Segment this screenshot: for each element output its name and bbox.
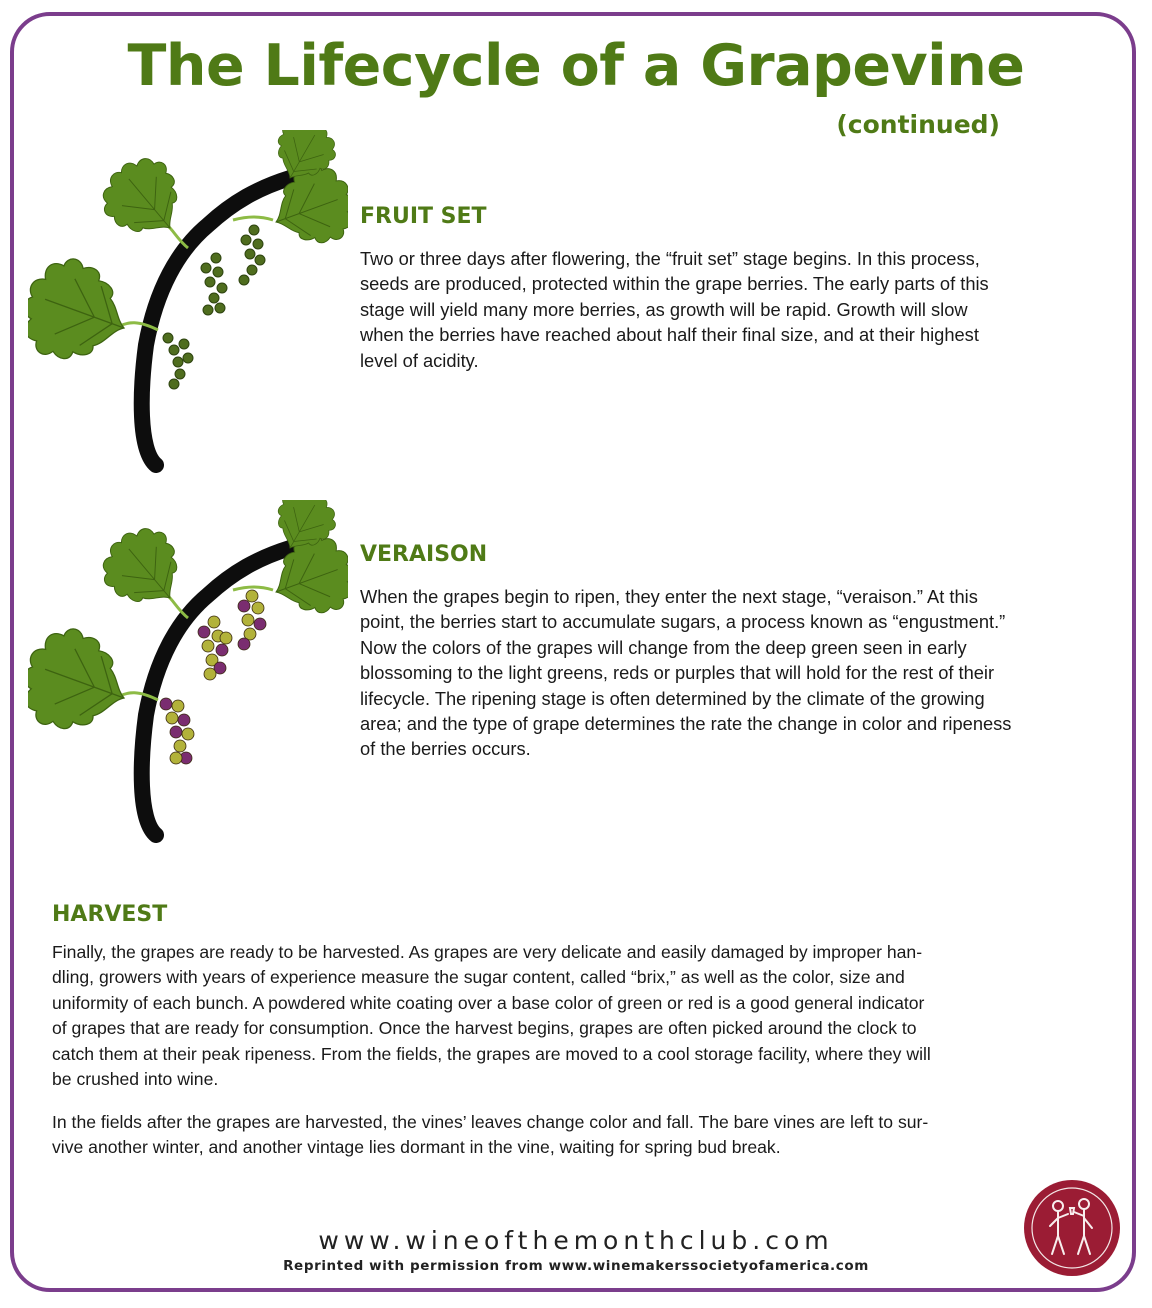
veraison-heading: VERAISON <box>360 542 488 567</box>
text-line: when the berries have reached about half their final size, and at their highest <box>360 324 979 346</box>
text-line: dling, growers with years of experience measure the sugar content, called “brix,” as well as the color, size and <box>52 967 905 988</box>
winemakers-seal-icon <box>1022 1178 1122 1278</box>
text-line: Finally, the grapes are ready to be harvested. As grapes are very delicate and easily damaged by improper han- <box>52 942 923 962</box>
text-line: level of acidity. <box>360 349 479 371</box>
text-line: blossoming to the light greens, reds or purples that will hold for the rest of their <box>360 662 995 684</box>
text-line: point, the berries start to accumulate sugars, a process known as “engustment.” <box>360 611 1006 633</box>
veraison-paragraph <box>360 584 1120 762</box>
harvest-heading: HARVEST <box>52 902 168 927</box>
text-line: of the berries occurs. <box>360 738 531 760</box>
text-line: of grapes that are ready for consumption. Once the harvest begins, grapes are often picked around the clock to <box>52 1018 917 1039</box>
page-title: The Lifecycle of a Grapevine <box>127 33 1025 99</box>
fruit-set-heading: FRUIT SET <box>360 204 487 229</box>
text-line: lifecycle. The ripening stage is often determined by the climate of the growing <box>360 687 985 709</box>
harvest-paragraph-1 <box>52 940 1112 1092</box>
grapevine-ripening-berries-icon <box>28 500 348 845</box>
fruit-set-paragraph <box>360 246 1120 373</box>
text-line: area; and the type of grape determines the rate the change in color and ripeness <box>360 713 1012 735</box>
page-subtitle: (continued) <box>836 110 1000 139</box>
text-line: stage will yield many more berries, as growth will be rapid. Growth will slow <box>360 298 968 320</box>
footer-url[interactable]: www.wineofthemonthclub.com <box>318 1226 834 1255</box>
text-line: vive another winter, and another vintage lies dormant in the vine, waiting for spring bud break. <box>52 1137 781 1158</box>
text-line: uniformity of each bunch. A powdered white coating over a base color of green or red is a good general indicator <box>52 992 925 1013</box>
harvest-paragraph-2 <box>52 1110 1112 1161</box>
text-line: catch them at their peak ripeness. From the fields, the grapes are moved to a cool storage facility, where they will <box>52 1043 931 1064</box>
text-line: Now the colors of the grapes will change from the deep green seen in early <box>360 636 967 658</box>
grapevine-green-berries-icon <box>28 130 348 475</box>
text-line: In the fields after the grapes are harvested, the vines’ leaves change color and fall. The bare vines are left to sur- <box>52 1112 929 1132</box>
footer-reprint-note: Reprinted with permission from www.winemakerssocietyofamerica.com <box>283 1258 869 1274</box>
text-line: seeds are produced, protected within the grape berries. The early parts of this <box>360 273 989 295</box>
text-line: Two or three days after flowering, the “fruit set” stage begins. In this process, <box>360 248 980 269</box>
text-line: be crushed into wine. <box>52 1069 219 1090</box>
text-line: When the grapes begin to ripen, they enter the next stage, “veraison.” At this <box>360 586 978 607</box>
